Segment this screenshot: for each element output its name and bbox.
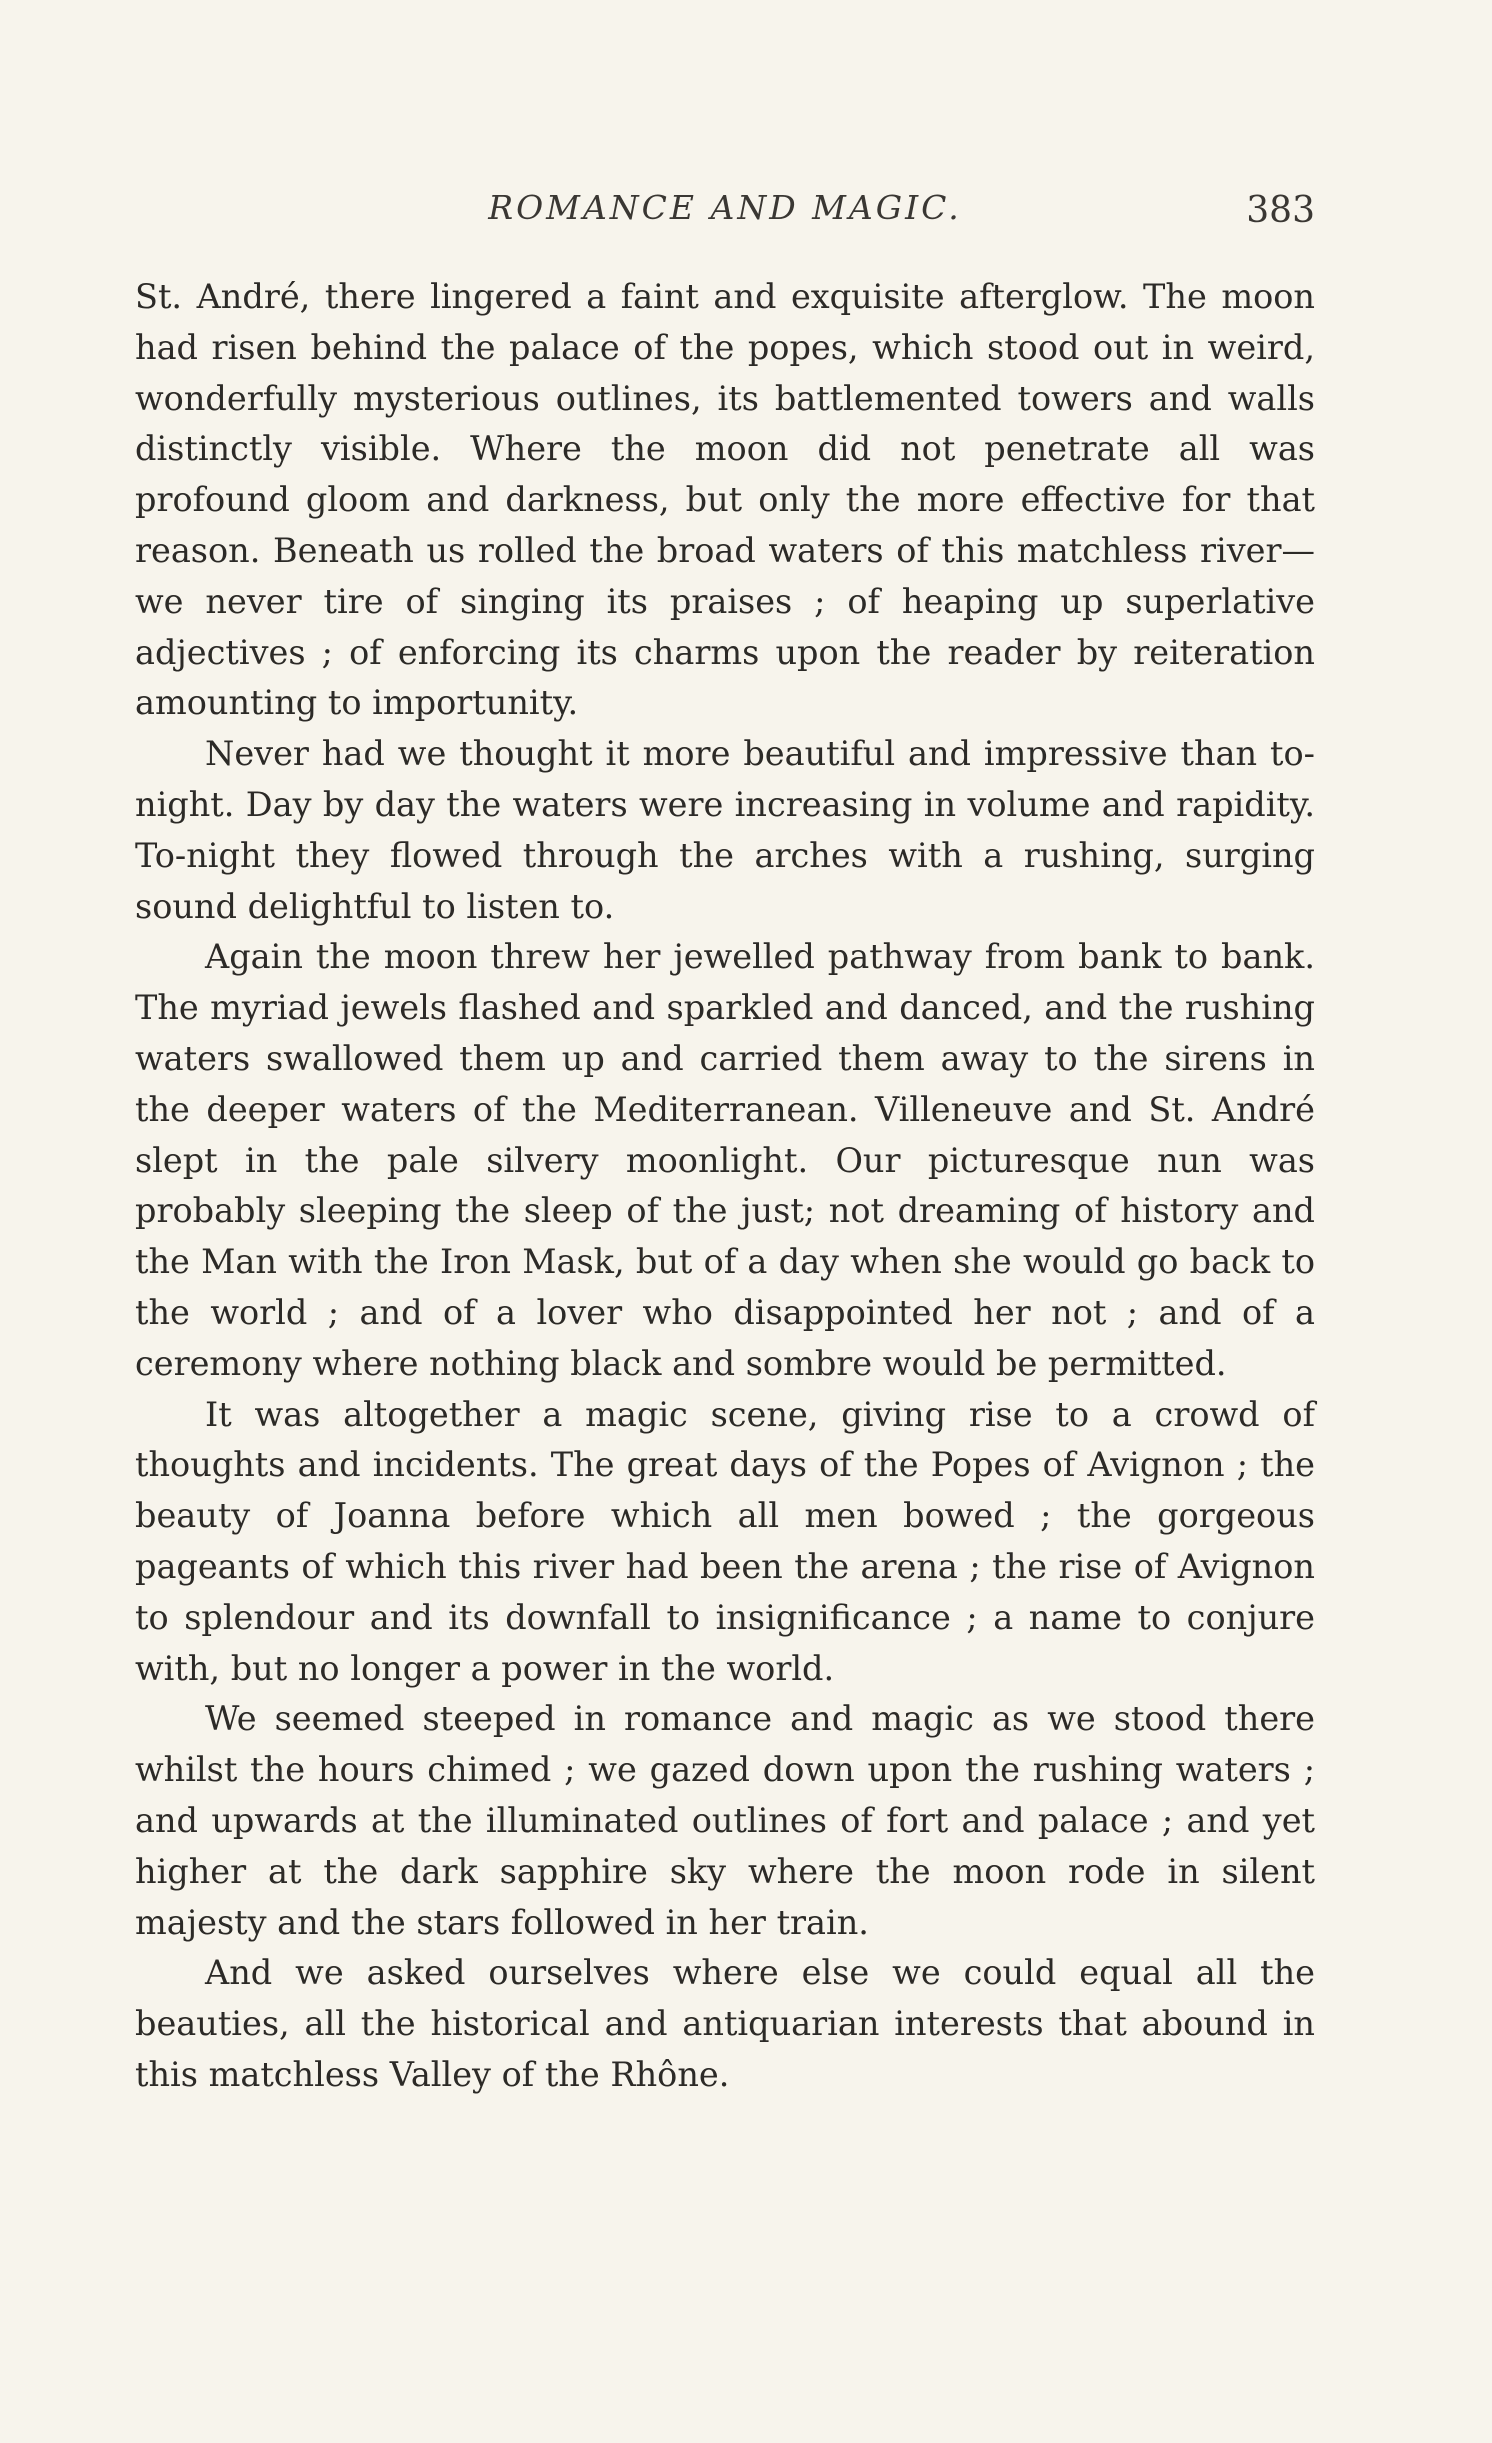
paragraph-4: It was altogether a magic scene, giving rise to a crowd of thoughts and incidents. The great days of the Popes of Avignon ; the beauty of Joanna before which all men bowed ; the gorgeous pageants of which this river had been the arena ; the rise of Avignon to splendour and its downfall to insignificance ; a name to conjure with, but no longer a power in the world.	[135, 1394, 1315, 1688]
paragraph-1: St. André, there lingered a faint and exquisite afterglow. The moon had risen behind the palace of the popes, which stood out in weird, wonderfully mysterious outlines, its battlemented towers and walls distinctly visible. Where the moon did not penetrate all was profound gloom and darkness, but only the more effective for that reason. Beneath us rolled the broad waters of this matchless river—we never tire of singing its praises ; of heaping up superlative adjectives ; of enforcing its charms upon the reader by reiteration amounting to importunity.	[135, 277, 1315, 723]
paragraph-3: Again the moon threw her jewelled pathway from bank to bank. The myriad jewels flashed and sparkled and danced, and the rushing waters swallowed them up and carried them away to the sirens in the deeper waters of the Mediterranean. Villeneuve and St. André slept in the pale silvery moonlight. Our picturesque nun was probably sleeping the sleep of the just; not dreaming of history and the Man with the Iron Mask, but of a day when she would go back to the world ; and of a lover who disappointed her not ; and of a ceremony where nothing black and sombre would be permitted.	[135, 937, 1315, 1383]
page-number: 383	[1246, 190, 1315, 231]
paragraph-5: We seemed steeped in romance and magic as we stood there whilst the hours chimed ; we gazed down upon the rushing waters ; and upwards at the illuminated outlines of fort and palace ; and yet higher at the dark sapphire sky where the moon rode in silent majesty and the stars followed in her train.	[135, 1699, 1315, 1942]
paragraph-6: And we asked ourselves where else we could equal all the beauties, all the historical and antiquarian interests that abound in this matchless Valley of the Rhône.	[135, 1953, 1315, 2094]
running-title: ROMANCE AND MAGIC.	[488, 188, 962, 227]
paragraph-2: Never had we thought it more beautiful and impressive than to-night. Day by day the waters were increasing in volume and rapidity. To-night they flowed through the arches with a rushing, surging sound delightful to listen to.	[135, 734, 1315, 926]
running-head	[135, 188, 1315, 238]
body-text	[135, 272, 1315, 2101]
